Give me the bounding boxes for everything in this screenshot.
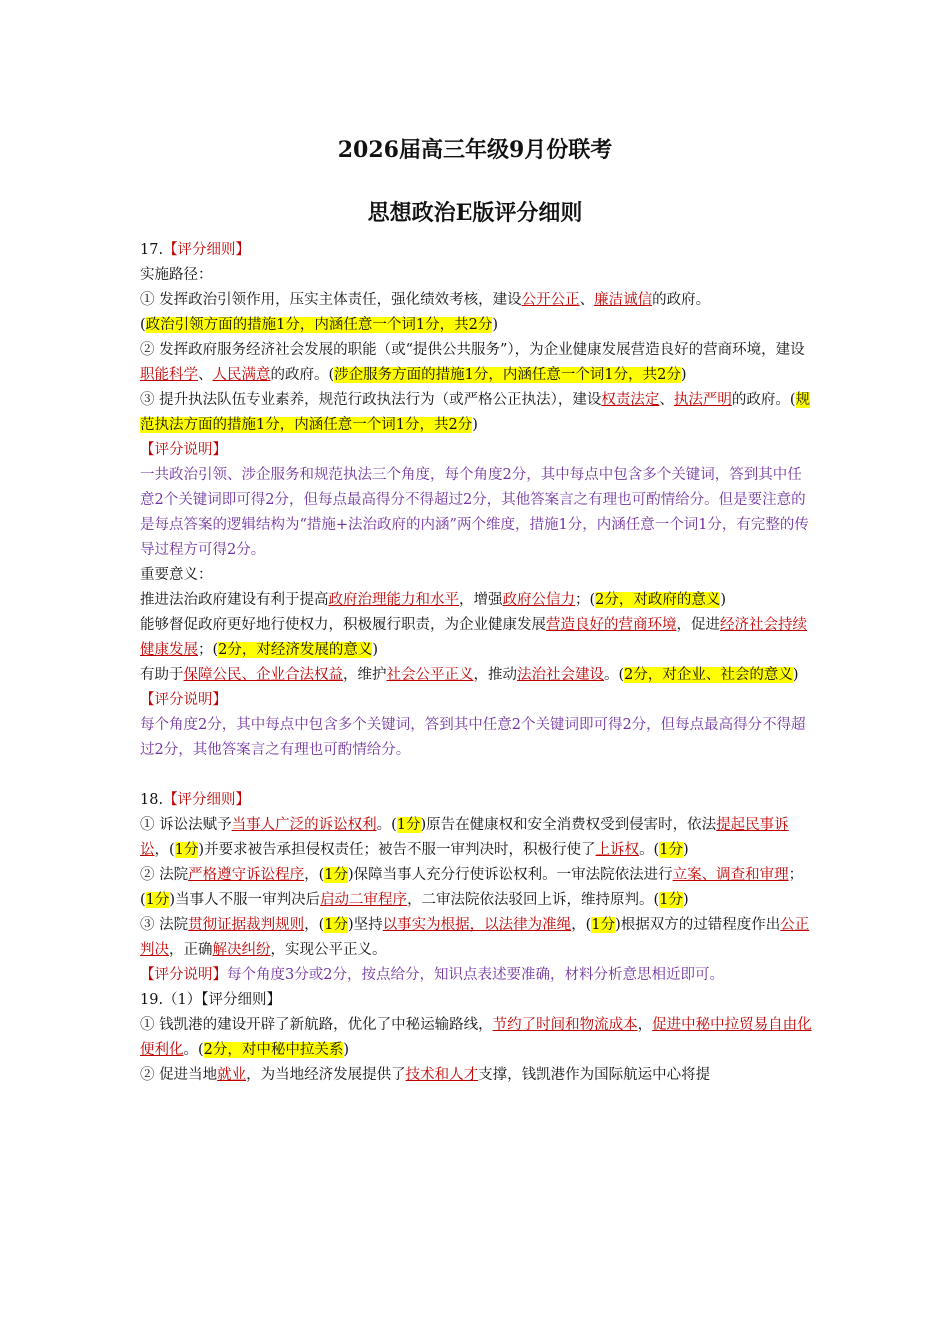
keyword: 节约了时间和物流成本 [492,1017,638,1033]
score-highlight: 1分 [659,842,683,858]
score-highlight: 1分 [145,892,170,908]
keyword: 提起民事诉讼 [140,817,789,858]
q18-header-tag: 【评分细则】 [163,792,251,808]
keyword: 公开公正 [521,292,580,308]
score-highlight: 政治引领方面的措施1分，内涵任意一个词1分，共2分 [145,317,493,333]
score-highlight: 2分，对经济发展的意义 [218,642,373,658]
score-highlight: 1分 [324,917,349,933]
q18-header [140,788,812,813]
keyword: 贯彻证据裁判规则 [188,917,305,933]
q18-note-text: 每个角度3分或2分，按点给分，知识点表述要准确，材料分析意思相近即可。 [227,967,724,983]
keyword: 公正判决 [140,917,810,958]
q18-number: 18. [140,792,164,808]
keyword: 当事人广泛的诉讼权利 [231,817,377,833]
keyword: 上诉权 [595,842,640,858]
keyword: 政府公信力 [502,592,575,608]
keyword: 解决纠纷 [212,942,271,958]
keyword: 法治社会建设 [517,667,604,683]
q19-point-2: ② 促进当地就业，为当地经济发展提供了技术和人才支撑，钱凯港作为国际航运中心将提 [140,1067,711,1083]
keyword: 廉洁诚信 [594,292,653,308]
keyword: 促进中秘中拉贸易自由化便利化 [140,1017,812,1058]
q17-note1-label: 【评分说明】 [140,442,227,458]
q18-note [140,963,812,988]
keyword: 社会公平正义 [386,667,474,683]
keyword: 技术和人才 [405,1067,479,1083]
keyword: 以事实为根据，以法律为准绳 [382,917,572,933]
score-highlight: 1分 [591,917,616,933]
q19-point-1: ① 钱凯港的建设开辟了新航路，优化了中秘运输路线，节约了时间和物流成本，促进中秘中拉贸易自由化便利化。(2分，对中秘中拉关系) [140,1017,812,1058]
keyword: 启动二审程序 [320,892,408,908]
q17-header-tag: 【评分细则】 [163,242,251,258]
q19-header: 19.（1）【评分细则】 [140,992,282,1008]
q17-point-3: ③ 提升执法队伍专业素养，规范行政执法行为（或严格公正执法），建设权责法定、执法严明的政府。(规范执法方面的措施1分，内涵任意一个词1分，共2分) [140,392,811,433]
keyword: 营造良好的营商环境 [546,617,677,633]
q17-significance-label: 重要意义： [140,567,213,583]
q17-note2-text: 每个角度2分，其中每点中包含多个关键词，答到其中任意2个关键词即可得2分，但每点最高得分不得超过2分，其他答案言之有理也可酌情给分。 [140,717,806,758]
score-highlight: 1分 [174,842,199,858]
score-highlight: 1分 [659,892,683,908]
q17-point-2: ② 发挥政府服务经济社会发展的职能（或“提供公共服务”），为企业健康发展营造良好的营商环境，建设职能科学、人民满意的政府。(涉企服务方面的措施1分，内涵任意一个词1分，共2分) [140,342,805,383]
q17-point-1: ① 发挥政治引领作用，压实主体责任，强化绩效考核，建设公开公正、廉洁诚信的政府。 (政治引领方面的措施1分，内涵任意一个词1分，共2分) [140,292,711,333]
document-subtitle: 思想政治E版评分细则 [367,200,583,226]
keyword: 权责法定 [601,392,660,408]
score-highlight: 2分，对企业、社会的意义 [624,667,793,683]
keyword: 政府治理能力和水平 [328,592,459,608]
q17-path-label: 实施路径： [140,267,213,283]
keyword: 严格遵守诉讼程序 [188,867,305,883]
keyword: 经济社会持续健康发展 [140,617,807,658]
section-spacer [140,763,812,788]
q18-point-3: ③ 法院贯彻证据裁判规则，(1分)坚持以事实为根据，以法律为准绳，(1分)根据双方的过错程度作出公正判决，正确解决纠纷，实现公平正义。 [140,917,810,958]
q17-number: 17. [140,242,164,258]
keyword: 职能科学 [140,367,198,383]
document-body [140,238,812,1088]
q18-point-2: ② 法院严格遵守诉讼程序，(1分)保障当事人充分行使诉讼权利。一审法院依法进行立案、调查和审理；(1分)当事人不服一审判决后启动二审程序，二审法院依法驳回上诉，维持原判。(1分) [140,867,804,908]
q18-point-1: ① 诉讼法赋予当事人广泛的诉讼权利。(1分)原告在健康权和安全消费权受到侵害时，依法提起民事诉讼，(1分)并要求被告承担侵权责任；被告不服一审判决时，积极行使了上诉权。(1分) [140,817,789,858]
keyword: 就业 [217,1067,247,1083]
score-highlight: 涉企服务方面的措施1分，内涵任意一个词1分，共2分 [334,367,681,383]
q17-header [140,238,812,263]
score-highlight: 1分 [324,867,349,883]
keyword: 人民满意 [212,367,271,383]
q18-note-label: 【评分说明】 [140,967,227,983]
q17-note2-label: 【评分说明】 [140,692,227,708]
q17-significance-3: 有助于保障公民、企业合法权益，维护社会公平正义，推动法治社会建设。(2分，对企业、社会的意义) [140,667,799,683]
score-highlight: 2分，对中秘中拉关系 [203,1042,344,1058]
score-highlight: 规范执法方面的措施1分，内涵任意一个词1分，共2分 [140,392,811,433]
q17-note1-text: 一共政治引领、涉企服务和规范执法三个角度，每个角度2分，其中每点中包含多个关键词，答到其中任意2个关键词即可得2分，但每点最高得分不得超过2分，其他答案言之有理也可酌情给分。但是要注意的是每点答案的逻辑结构为“措施+法治政府的内涵”两个维度，措施1分，内涵任意一个词1分，有完整的传导过程方可得2分。 [140,467,809,558]
score-highlight: 1分 [396,817,421,833]
document-title: 2026届高三年级9月份联考 [337,137,613,163]
score-highlight: 2分，对政府的意义 [595,592,721,608]
keyword: 立案、调查和审理 [672,867,789,883]
q17-significance-2: 能够督促政府更好地行使权力，积极履行职责，为企业健康发展营造良好的营商环境，促进经济社会持续健康发展；(2分，对经济发展的意义) [140,617,807,658]
keyword: 执法严明 [673,392,732,408]
q17-significance-1: 推进法治政府建设有利于提高政府治理能力和水平，增强政府公信力；(2分，对政府的意义) [140,592,727,608]
keyword: 保障公民、企业合法权益 [183,667,343,683]
